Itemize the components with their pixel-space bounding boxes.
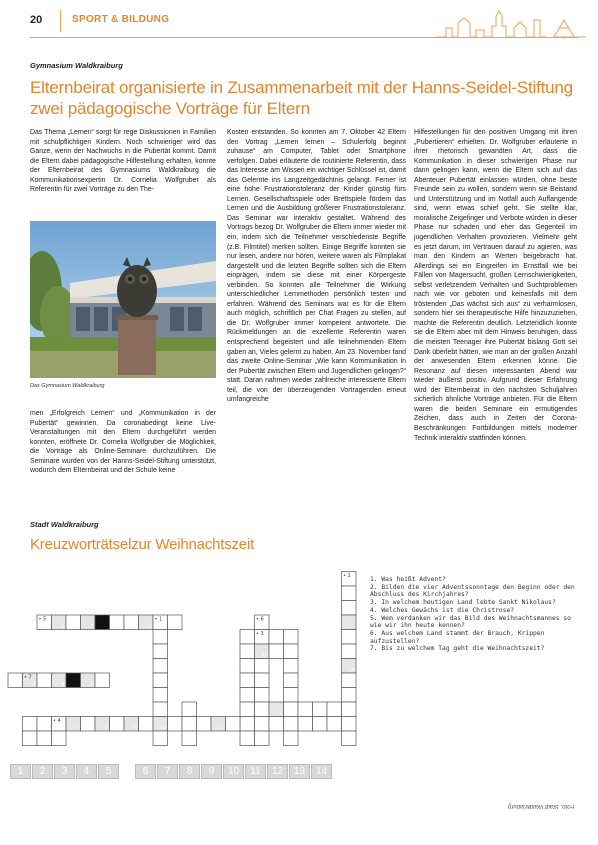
crossword-cell[interactable]	[327, 702, 342, 717]
crossword-cell[interactable]	[168, 717, 183, 732]
crossword-cell[interactable]	[255, 731, 270, 746]
crossword-cell[interactable]	[226, 717, 241, 732]
crossword-cell[interactable]	[240, 731, 255, 746]
crossword-cell[interactable]	[342, 673, 357, 688]
solution-index-label: 7	[76, 726, 79, 731]
solution-row	[10, 764, 333, 779]
crossword-cell[interactable]	[37, 673, 52, 688]
solution-index-label: 1	[61, 624, 65, 630]
crossword-cell[interactable]	[110, 615, 125, 630]
clue-item: 6. Aus welchem Land stammt der Brauch, Krippen aufzustellen?	[370, 629, 545, 645]
clue-number-label: • 5	[38, 616, 47, 623]
solution-index-label: 4	[32, 682, 36, 688]
puzzle-title: Kreuzworträtselzur Weihnachtszeit	[30, 536, 255, 553]
solution-box[interactable]: 9	[201, 764, 222, 779]
crossword-cell[interactable]	[269, 717, 284, 732]
clue-item: 4. Welches Gewächs ist die Christrose?	[370, 606, 515, 614]
solution-box[interactable]: 6	[135, 764, 156, 779]
solution-box[interactable]: 1	[10, 764, 31, 779]
crossword-cell[interactable]	[52, 731, 67, 746]
crossword-cell[interactable]	[342, 630, 357, 645]
crossword-cell[interactable]	[284, 731, 299, 746]
crossword-cell[interactable]	[8, 673, 23, 688]
crossword-cell[interactable]	[284, 688, 299, 703]
clue-item: 1. Was heißt Advent?	[370, 576, 446, 583]
clue-number-label: • 6	[256, 616, 264, 623]
solution-box[interactable]: 3	[54, 764, 75, 779]
photo-credit: Foto: Stadt Waldkraiburg	[508, 803, 575, 809]
crossword-cell[interactable]	[298, 702, 313, 717]
crossword-cell[interactable]	[269, 630, 284, 645]
solution-box[interactable]: 12	[267, 764, 288, 779]
crossword-cell[interactable]	[284, 717, 299, 732]
solution-index-label: 13	[276, 711, 282, 717]
crossword-cell[interactable]	[168, 615, 183, 630]
crossword-cell[interactable]	[66, 673, 81, 688]
crossword-cell[interactable]	[342, 688, 357, 703]
crossword-cell[interactable]	[182, 702, 197, 717]
article-paragraph: Hilfestellungen für den positiven Umgang mit ihren „Pubertieren“ erhielten. Dr. Wolfgruber erläuterte in ihrer rhetorisch gewandten Art, dass die Kommunikation in dieser schwierigen Phase nur dann gelingen kann, wenn die Eltern sich auf das Abenteuer Pubertät einlassen würden, ohne beste Freunde sein zu wollen, sondern wenn sie Beistand und Unterstützung und im Notfall auch Auffangende sind, wenn etwas schief geht. Sie stellte klar, moralische Zeigefinger und Verbote würden in dieser Phase nur schaden und eher das Gegenteil im jugendlichen Verhalten provozieren. Vielmehr geht es jetzt darum, im Vertrauen darauf zu agieren, was man den Kindern an Werten beigebracht hat. Allerdings sei ein Eingreifen im Ernstfall wie bei Fällen von Magersucht, großen Lernschwierigkeiten, selbst verletzendem Verhalten und Suchtproblemen nach wie vor geboten und keinesfalls mit dem tröstenden „Das wächst sich aus“ zu verharmlosen, sondern hier sei therapeutische Hilfe hinzuzuziehen, machte die Referentin deutlich. Letztendlich konnte sie die Eltern aber mit dem Hinweis beruhigen, dass die meisten Teenager ihre Pubertät bislang Gott sei Dank überlebt hätten, wie man an der großen Anzahl der anwesenden Eltern erkennen könne. Die Resonanz auf diesen interessanten Abend war wieder äußerst positiv. Aufgrund dieser Erfahrung wird der Elternbeirat in den nächsten Schuljahren sicherlich ähnliche Vorträge anbieten. Für die Eltern waren die beiden Seminare ein ermutigendes Zeichen, dass auch in Zeiten der Corona-Beschränkungen Fortbildungen mittels moderner Technik interaktiv stattfinden können.	[414, 129, 577, 442]
crossword-cell[interactable]	[153, 630, 168, 645]
crossword-cell[interactable]	[313, 702, 328, 717]
crossword-cell[interactable]	[95, 615, 110, 630]
crossword-cell[interactable]	[240, 673, 255, 688]
crossword-cell[interactable]	[139, 717, 154, 732]
clue-number-label: • 7	[24, 674, 32, 681]
section-label: SPORT & BILDUNG	[72, 14, 170, 25]
crossword-cell[interactable]	[37, 731, 52, 746]
solution-box[interactable]: 2	[32, 764, 53, 779]
crossword-cell[interactable]	[153, 644, 168, 659]
crossword-cell[interactable]	[313, 717, 328, 732]
crossword-cell[interactable]	[342, 702, 357, 717]
article-kicker: Gymnasium Waldkraiburg	[30, 61, 123, 70]
crossword-cell[interactable]	[110, 717, 125, 732]
crossword-cell[interactable]	[255, 702, 270, 717]
crossword-cell[interactable]	[240, 630, 255, 645]
clue-number-label: • 2	[343, 573, 351, 579]
crossword-cell[interactable]	[240, 702, 255, 717]
article-paragraph: Kosten entstanden. So konnten am 7. Oktober 42 Eltern den Vortrag „Lernen lernen – Schulerfolg beginnt zuhause“ am Computer, Tablet oder Smartphone verfolgen. Dabei erläuterte die routinierte Referentin, dass das Interesse am Wissen ein wichtiger Schlüssel ist, damit das Gelernte ins Langzeitgedächtnis gelangt. Ferner ist eine hohe Frustrationstoleranz der Kinder günstig fürs Lernen. Gesellschaftsspiele oder Brettspiele fördern das Lernen und die Ausbildung größerer Frustrationstoleranz. Das Seminar war interaktiv gestaltet. Während des Vortrags bezog Dr. Wolfgruber die Eltern immer wieder mit ein, indem sich die Teilnehmer verschiedenste Begriffe (z.B. Filmtitel) merken sollten. Einige Begriffe konnten sie nur lesen, andere nur hören, weitere waren als Filmplakat dargestellt und die letzten Begriffe sollten sich die Eltern einprägen, indem sie diese mit einer Körpergeste verbinden. So konnten alle Teilnehmer die Wirkung unterschiedlicher Lernmethoden persönlich testen und erfahren. Während des Seminars war es für die Eltern auch möglich, schriftlich per Chat Fragen zu stellen, auf die Dr. Wolfgruber immer kompetent antwortete. Die Rückmeldungen an die exzellente Referentin waren entsprechend begeistert und alle teilnehmenden Eltern gaben an, Vieles gelernt zu haben. Am 23. November fand das zweite Online-Seminar „Wie kann Kommunikation in der Pubertät zwischen Eltern und Jugendlichen gelingen?“ statt. Daran nahmen wieder zahlreiche interessierte Eltern teil, die von der überzeugenden Vortragenden erneut umfangreiche	[227, 129, 406, 404]
crossword-cell[interactable]	[342, 601, 357, 616]
crossword-cell[interactable]	[269, 644, 284, 659]
crossword-cell[interactable]	[298, 717, 313, 732]
clue-number-label: • 1	[154, 616, 163, 623]
solution-box[interactable]: 4	[76, 764, 97, 779]
solution-box[interactable]: 8	[179, 764, 200, 779]
clue-item: 3. In welchem heutigen Land lebte Sankt Nikolaus?	[370, 599, 556, 607]
crossword-cell[interactable]	[23, 731, 38, 746]
crossword-cell[interactable]	[153, 702, 168, 717]
solution-index-label: 11	[218, 726, 224, 731]
crossword-cell[interactable]	[182, 731, 197, 746]
crossword-cell[interactable]	[153, 673, 168, 688]
crossword-cell[interactable]	[81, 717, 96, 732]
solution-index-label: 6	[90, 682, 94, 688]
crossword-cell[interactable]	[284, 630, 299, 645]
solution-box[interactable]: 11	[245, 764, 266, 779]
solution-box[interactable]: 10	[223, 764, 244, 779]
solution-index-label: 14	[348, 668, 355, 673]
crossword-cell[interactable]	[153, 688, 168, 703]
crossword-cell[interactable]	[342, 615, 357, 630]
crossword-cell[interactable]	[255, 717, 270, 732]
crossword-cell[interactable]	[66, 615, 81, 630]
crossword-cell[interactable]	[284, 644, 299, 659]
solution-index-label: 3	[148, 624, 152, 630]
crossword-cell[interactable]	[37, 717, 52, 732]
clue-item: 2. Bilden die vier Adventssonntage den Beginn oder den Abschluss des Kirchjahres?	[370, 583, 575, 599]
crossword-cell[interactable]	[327, 717, 342, 732]
solution-index-label: 2	[90, 624, 94, 630]
crossword-cell[interactable]	[240, 659, 255, 674]
crossword-cell[interactable]	[255, 659, 270, 674]
clue-item: 7. Bis zu welchem Tag geht die Weihnachtszeit?	[370, 645, 545, 653]
photo-caption: Das Gymnasium Waldkraiburg	[30, 383, 105, 389]
crossword-cell[interactable]	[240, 688, 255, 703]
solution-box[interactable]: 14	[311, 764, 332, 779]
crossword-cell[interactable]	[342, 717, 357, 732]
solution-box[interactable]: 13	[289, 764, 310, 779]
article-paragraph: Das Thema „Lernen“ sorgt für rege Diskussionen in Familien mit schulpflichtigen Kindern. Noch schwieriger wird das Ganze, wenn der Nachwuchs in die Pubertät kommt. Damit die Eltern dabei pädagogische Hilfestellung erhalten, konnte der Elternbeirat des Gymnasiums Waldkraiburg die Kommunikationsexpertin Dr. Cornelia Wolfgruber als Referentin für zwei Vorträge zu den The-	[30, 129, 216, 194]
crossword-cell[interactable]	[153, 659, 168, 674]
crossword-cell[interactable]	[124, 615, 139, 630]
page-number: 20	[30, 14, 43, 26]
solution-index-label: 9	[134, 726, 137, 731]
crossword-cell[interactable]	[342, 644, 357, 659]
puzzle-kicker: Stadt Waldkraiburg	[30, 520, 99, 529]
crossword-cell[interactable]	[255, 673, 270, 688]
crossword-cell[interactable]	[255, 688, 270, 703]
solution-box[interactable]: 7	[157, 764, 178, 779]
crossword-cell[interactable]	[153, 731, 168, 746]
crossword-cell[interactable]	[284, 702, 299, 717]
solution-index-label: 10	[160, 726, 166, 731]
crossword-cell[interactable]	[342, 731, 357, 746]
crossword-cell[interactable]	[23, 717, 38, 732]
solution-box[interactable]: 5	[98, 764, 119, 779]
solution-index-label: 5	[61, 682, 65, 688]
article-paragraph: men „Erfolgreich Lernen“ und „Kommunikation in der Pubertät“ gewinnen. Da coronabedingt keine Live-Veranstaltungen mit den Eltern durchgeführt werden konnten, eröffnete Dr. Cornelia Wolfgruber die Möglichkeit, die Vorträge als Online-Seminare durchzuführen. Die Seminare wurden von der Hanns-Seidel-Stiftung unterstützt, wodurch dem Elternbeirat und der Schule keine	[30, 410, 216, 475]
crossword-cell[interactable]	[342, 586, 357, 601]
clue-number-label: • 4	[53, 718, 61, 724]
solution-index-label: 12	[261, 653, 268, 659]
crossword-cell[interactable]	[182, 717, 197, 732]
crossword-cell[interactable]	[284, 659, 299, 674]
crossword-cell[interactable]	[95, 673, 110, 688]
crossword-cell[interactable]	[240, 717, 255, 732]
article-headline: Elternbeirat organisierte in Zusammenarbeit mit der Hanns-Seidel-Stiftung zwei pädagogische Vorträge für Eltern	[30, 78, 573, 118]
clue-number-label: • 3	[256, 631, 264, 637]
solution-gap	[120, 764, 135, 779]
crossword-cell[interactable]	[197, 717, 212, 732]
clue-item: 5. Wem verdanken wir das Bild des Weihnachtsmannes so wie wir ihn heute kennen?	[370, 614, 571, 630]
solution-index-label: 8	[105, 726, 108, 731]
crossword-cell[interactable]	[284, 673, 299, 688]
crossword-cell[interactable]	[240, 644, 255, 659]
